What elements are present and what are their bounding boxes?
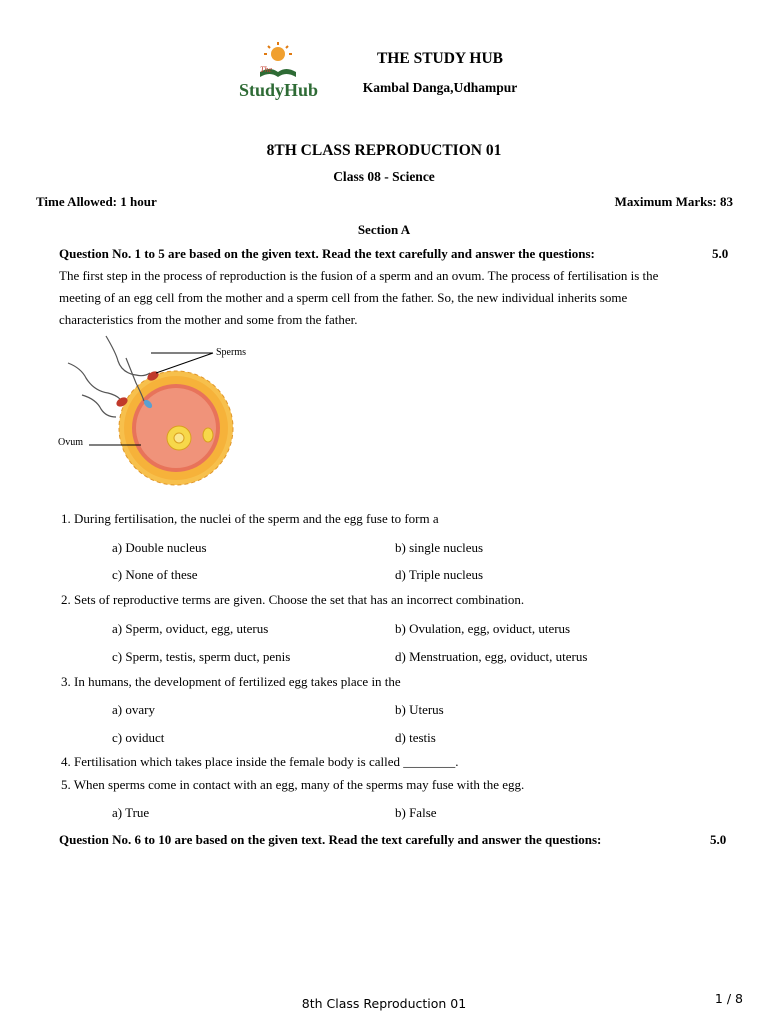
- question-1: 1. During fertilisation, the nuclei of the sperm and the egg fuse to form a: [61, 511, 439, 526]
- question-2: 2. Sets of reproductive terms are given. Choose the set that has an incorrect combination.: [61, 592, 525, 607]
- logo-small-text: The: [260, 65, 272, 74]
- option-3b[interactable]: b) Uterus: [395, 702, 444, 717]
- question-block-marks-2: 5.0: [710, 832, 727, 847]
- sun-icon: [264, 42, 292, 61]
- option-2d[interactable]: d) Menstruation, egg, oviduct, uterus: [395, 649, 588, 664]
- question-5: 5. When sperms come in contact with an egg, many of the sperms may fuse with the egg.: [61, 777, 525, 792]
- passage-text: [59, 265, 699, 331]
- school-name: THE STUDY HUB: [376, 50, 504, 67]
- question-block-instruction-2: Question No. 6 to 10 are based on the given text. Read the text carefully and answer the questions:: [59, 832, 602, 847]
- option-5a[interactable]: a) True: [112, 805, 150, 820]
- page-number: 1 / 8: [714, 991, 743, 1006]
- option-1c[interactable]: c) None of these: [112, 567, 198, 582]
- ovum-label: Ovum: [58, 437, 83, 448]
- logo-text: StudyHub: [239, 80, 319, 100]
- option-5b[interactable]: b) False: [395, 805, 437, 820]
- ovum-illustration: [119, 371, 233, 485]
- passage-line: meeting of an egg cell from the mother and a sperm cell from the father. So, the new individual inherits some: [59, 290, 628, 305]
- option-2a[interactable]: a) Sperm, oviduct, egg, uterus: [112, 621, 269, 636]
- question-block-marks: 5.0: [712, 246, 729, 261]
- option-3a[interactable]: a) ovary: [112, 702, 155, 717]
- option-3d[interactable]: d) testis: [395, 730, 436, 745]
- paper-subtitle: Class 08 - Science: [333, 169, 435, 184]
- option-2c[interactable]: c) Sperm, testis, sperm duct, penis: [112, 649, 291, 664]
- maximum-marks: Maximum Marks: 83: [614, 194, 733, 209]
- option-1d[interactable]: d) Triple nucleus: [395, 567, 484, 582]
- paper-title: 8TH CLASS REPRODUCTION 01: [266, 142, 502, 159]
- question-block-instruction: Question No. 1 to 5 are based on the given text. Read the text carefully and answer the questions:: [59, 246, 595, 261]
- section-heading: Section A: [357, 222, 411, 237]
- passage-line: The first step in the process of reproduction is the fusion of a sperm and an ovum. The process of fertilisation is the: [59, 268, 659, 283]
- option-1b[interactable]: b) single nucleus: [395, 540, 484, 555]
- time-allowed: Time Allowed: 1 hour: [36, 194, 157, 209]
- passage-line: characteristics from the mother and some from the father.: [59, 312, 358, 327]
- school-address: Kambal Danga,Udhampur: [362, 80, 518, 95]
- question-4: 4. Fertilisation which takes place inside the female body is called ________.: [61, 754, 459, 769]
- sperms-label: Sperms: [216, 347, 246, 358]
- option-3c[interactable]: c) oviduct: [112, 730, 165, 745]
- fertilisation-diagram: [56, 333, 261, 493]
- question-3: 3. In humans, the development of fertilized egg takes place in the: [61, 674, 401, 689]
- page-footer-title: 8th Class Reproduction 01: [301, 996, 467, 1011]
- option-2b[interactable]: b) Ovulation, egg, oviduct, uterus: [395, 621, 571, 636]
- school-logo: [238, 40, 320, 104]
- option-1a[interactable]: a) Double nucleus: [112, 540, 207, 555]
